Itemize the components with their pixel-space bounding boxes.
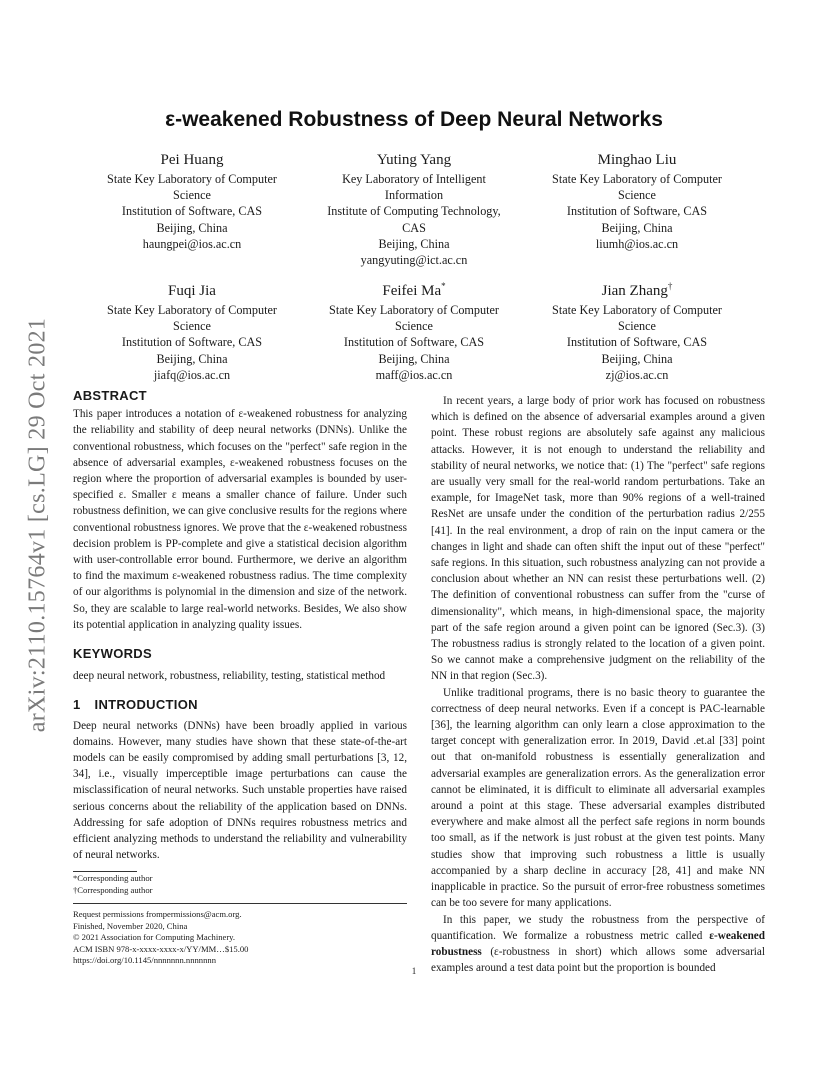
affiliation-line: Beijing, China xyxy=(601,351,673,366)
left-column xyxy=(73,388,407,967)
affiliation-line: Science xyxy=(395,319,433,334)
arxiv-identifier xyxy=(18,290,58,760)
footnote: †Corresponding author xyxy=(73,885,153,896)
paper-title: ε-weakened Robustness of Deep Neural Networks xyxy=(165,108,663,131)
keywords-heading: KEYWORDS xyxy=(73,646,152,662)
author-name xyxy=(522,281,752,301)
affiliation-line: Science xyxy=(173,319,211,334)
body-text: In this paper, we study the robustness from the perspective of quantification. We formalize a robustness metric called xyxy=(431,913,765,942)
author-block xyxy=(299,281,529,383)
affiliation-line: Beijing, China xyxy=(378,236,450,251)
affiliation-line: State Key Laboratory of Computer xyxy=(552,172,722,186)
meta-rule xyxy=(73,903,407,904)
footnote: *Corresponding author xyxy=(73,873,153,884)
author-email: maff@ios.ac.cn xyxy=(375,367,453,382)
author-email: zj@ios.ac.cn xyxy=(605,367,669,382)
author-email: haungpei@ios.ac.cn xyxy=(142,236,242,251)
arxiv-identifier-text: arXiv:2110.15764v1 [cs.LG] 29 Oct 2021 xyxy=(24,317,51,733)
affiliation-line: State Key Laboratory of Computer xyxy=(552,303,722,317)
affiliation-line: Institute of Computing Technology, xyxy=(327,204,501,219)
affiliation-line: Beijing, China xyxy=(601,220,673,235)
affiliation-line: Science xyxy=(173,188,211,203)
author-name: Fuqi Jia xyxy=(168,283,216,299)
copyright-note: © 2021 Association for Computing Machinery. xyxy=(73,932,236,943)
author-name-text: Feifei Ma xyxy=(382,283,442,299)
author-name xyxy=(299,281,529,301)
author-email: jiafq@ios.ac.cn xyxy=(153,367,231,382)
author-email: liumh@ios.ac.cn xyxy=(595,236,679,251)
venue-note: Finished, November 2020, China xyxy=(73,920,188,931)
body-paragraph: Unlike traditional programs, there is no basic theory to guarantee the correctness of deep neural networks. Even if a concept is PAC-learnable [36], the learning algorithm can only learn a close approximation to the target concept with generalization error. In 2019, David .et.al [33] point out that on-manifold robustness is essentially generalization and adversarial examples are generalization errors. As the generalization error cannot be eliminated, it is difficult to eliminate all adversarial examples around a point at this stage. These adversarial examples distributed everywhere and make almost all the perfect safe regions in norm bounds too small, as if the network is just robust at the given test points. Many studies show that improving such robustness a little is usually accompanied by a sharp decline in accuracy [28, 41] and make NN inapplicable in practice. So the pursuit of error-free robustness sometimes can be too severe for many applications. xyxy=(431,686,765,910)
section-title: INTRODUCTION xyxy=(94,697,198,713)
affiliation-line: Institution of Software, CAS xyxy=(566,204,708,219)
affiliation-line: Key Laboratory of Intelligent xyxy=(342,172,486,186)
abstract-text: This paper introduces a notation of ε-weakened robustness for analyzing the reliability and stability of deep neural networks (DNNs). Unlike the conventional robustness, which focuses on the "perfect" safe region in the absence of adversarial examples, ε-weakened robustness focuses on the region where the proportion of adversarial examples is bounded by user-specified ε. Smaller ε means a smaller chance of failure. Under such robustness definition, we can give conclusive results for the regions where conventional robustness ignores. We prove that the ε-weakened robustness decision problem is PP-complete and give a statistical decision algorithm with user-controllable error bound. Furthermore, we derive an algorithm to find the maximum ε-weakened robustness radius. The time complexity of our algorithms is polynomial in the dimension and size of the network. So, they are scalable to large real-world networks. Besides, We also show its potential application in analyzing quality issues. xyxy=(73,408,407,631)
affiliation-line: State Key Laboratory of Computer xyxy=(329,303,499,317)
affiliation-line: Institution of Software, CAS xyxy=(343,335,485,350)
affiliation-line: Science xyxy=(618,188,656,203)
isbn-note: ACM ISBN 978-x-xxxx-xxxx-x/YY/MM…$15.00 xyxy=(73,943,249,954)
keywords-text: deep neural network, robustness, reliability, testing, statistical method xyxy=(73,670,386,683)
affiliation-line: Beijing, China xyxy=(378,351,450,366)
author-block xyxy=(77,281,307,383)
affiliation-line: State Key Laboratory of Computer xyxy=(107,303,277,317)
author-name: Yuting Yang xyxy=(376,152,452,168)
affiliation-line: Information xyxy=(384,188,444,203)
affiliation-line: Beijing, China xyxy=(156,351,228,366)
corresponding-mark: † xyxy=(667,281,673,291)
section-number: 1 xyxy=(73,697,81,713)
author-block xyxy=(522,150,752,252)
affiliation-line: Institution of Software, CAS xyxy=(566,335,708,350)
affiliation-line: Science xyxy=(618,319,656,334)
author-block xyxy=(522,281,752,383)
body-text: (ε-robustness in short) which allows some adversarial examples around a test data point but the proportion is bounded xyxy=(431,945,765,975)
affiliation-line: Institution of Software, CAS xyxy=(121,204,263,219)
body-paragraph: In recent years, a large body of prior work has focused on robustness which is defined on the absence of adversarial examples around a given point. These robust regions are absolutely safe against any malicious attacks. However, it is not enough to understand the reliability and stability of neural networks, we notice that: (1) The "perfect" safe regions are usually very small for the real-world random perturbations. Take an example, for ImageNet task, more than 90% regions of a well-trained ResNet are unsafe under the condition of the perturbation radius 2/255 [41]. In the real environment, a drop of rain on the input camera or the changes in light and shade can often shift the input out of these "perfect" safe regions. In this situation, such robustness analyzing can not provide a conclusion about whether an NN can resist these perturbations well. (2) The definition of conventional robustness can suffer from the "curse of dimensionality", which means, in high-dimensional space, the majority part of the safe region around a given point can be ignored (Sec.3). (3) The robustness radius is strongly related to the location of a given point. So we cannot make a comprehensive judgment on the reliability of the NN in that region (Sec.3). xyxy=(431,395,765,683)
right-column xyxy=(431,393,765,976)
affiliation-line: CAS xyxy=(402,220,426,235)
affiliation-line: State Key Laboratory of Computer xyxy=(107,172,277,186)
author-email: yangyuting@ict.ac.cn xyxy=(360,253,468,268)
author-name: Minghao Liu xyxy=(597,152,677,168)
corresponding-mark: * xyxy=(441,281,446,291)
intro-paragraph: Deep neural networks (DNNs) have been broadly applied in various domains. However, many studies have shown that these state-of-the-art models can be easily compromised by adding small perturbations [3, 12, 34], i.e., visually imperceptible image perturbations can cause the misclassification of neural networks. Such unstable properties have raised serious concerns about the reliability of the application based on DNNs. Addressing for safe adoption of DNNs requires robustness metrics and efficient analyzing methods to understand the reliability and vulnerability of neural networks. xyxy=(73,719,407,862)
introduction-heading xyxy=(73,697,407,713)
doi-link[interactable]: https://doi.org/10.1145/nnnnnnn.nnnnnnn xyxy=(73,955,216,966)
author-block xyxy=(77,150,307,252)
permissions-note: Request permissions frompermissions@acm.org. xyxy=(73,909,242,920)
defined-term: ε-weakened robustness xyxy=(431,929,765,958)
author-name-text: Jian Zhang xyxy=(601,283,668,299)
author-block xyxy=(299,150,529,268)
page-number: 1 xyxy=(411,966,417,976)
affiliation-line: Institution of Software, CAS xyxy=(121,335,263,350)
author-name: Pei Huang xyxy=(160,152,224,168)
affiliation-line: Beijing, China xyxy=(156,220,228,235)
abstract-heading: ABSTRACT xyxy=(73,388,147,403)
